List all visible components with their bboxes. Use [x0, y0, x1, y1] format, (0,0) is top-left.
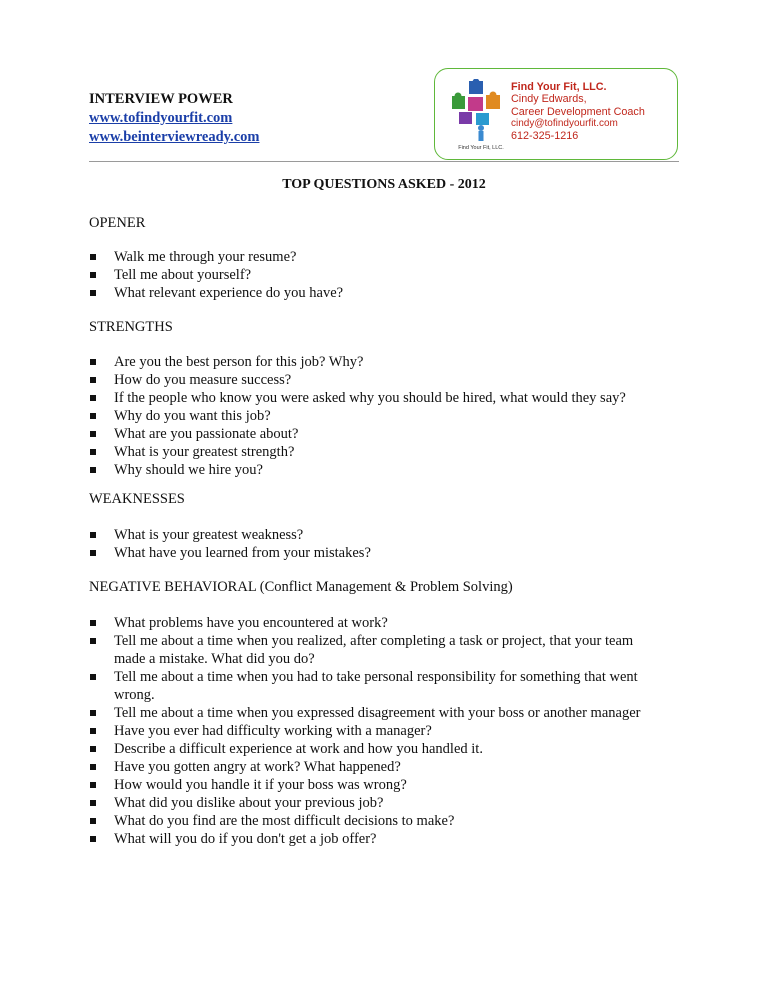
square-bullet-icon — [90, 467, 96, 473]
logo-figure-body — [479, 131, 484, 141]
square-bullet-icon — [90, 620, 96, 626]
square-bullet-icon — [90, 532, 96, 538]
list-item: What problems have you encountered at work? — [89, 614, 679, 632]
square-bullet-icon — [90, 377, 96, 383]
square-bullet-icon — [90, 674, 96, 680]
question-list — [89, 248, 679, 302]
page-title: TOP QUESTIONS ASKED - 2012 — [282, 177, 486, 192]
square-bullet-icon — [90, 782, 96, 788]
logo-piece-green-knob — [455, 93, 462, 100]
logo-piece-cyan — [476, 113, 489, 125]
square-bullet-icon — [90, 431, 96, 437]
list-item: What are you passionate about? — [89, 425, 679, 443]
puzzle-people-icon — [449, 79, 509, 145]
square-bullet-icon — [90, 746, 96, 752]
website-link-beinterviewready[interactable]: www.beinterviewready.com — [89, 129, 260, 145]
section-strengths — [89, 318, 679, 479]
list-item: How do you measure success? — [89, 371, 679, 389]
section-heading: WEAKNESSES — [89, 491, 185, 507]
list-item-continuation: wrong. — [114, 687, 155, 703]
square-bullet-icon — [90, 764, 96, 770]
square-bullet-icon — [90, 836, 96, 842]
list-item: What do you find are the most difficult decisions to make? — [89, 812, 679, 830]
question-list — [89, 353, 679, 479]
logo-piece-orange-knob — [490, 92, 497, 99]
question-list — [89, 526, 679, 562]
square-bullet-icon — [90, 359, 96, 365]
list-item: What did you dislike about your previous job? — [89, 794, 679, 812]
question-list — [89, 614, 679, 848]
list-item: Tell me about a time when you realized, after completing a task or project, that your team — [89, 632, 679, 650]
section-heading: OPENER — [89, 215, 146, 231]
list-item: What have you learned from your mistakes? — [89, 544, 679, 562]
contact-role: Career Development Coach — [511, 105, 645, 118]
list-item: Tell me about a time when you expressed disagreement with your boss or another manager — [89, 704, 679, 722]
section-opener — [89, 214, 679, 302]
list-item: Have you ever had difficulty working with a manager? — [89, 722, 679, 740]
list-item: What will you do if you don't get a job offer? — [89, 830, 679, 848]
list-item: Why should we hire you? — [89, 461, 679, 479]
doc-brand-title: INTERVIEW POWER — [89, 91, 233, 107]
square-bullet-icon — [90, 413, 96, 419]
list-item: If the people who know you were asked why you should be hired, what would they say? — [89, 389, 679, 407]
website-link-tofindyourfit[interactable]: www.tofindyourfit.com — [89, 110, 233, 126]
section-heading: NEGATIVE BEHAVIORAL (Conflict Management & Problem Solving) — [89, 579, 513, 595]
section-negative-behavioral — [89, 578, 679, 848]
square-bullet-icon — [90, 728, 96, 734]
header-divider — [89, 161, 679, 162]
square-bullet-icon — [90, 638, 96, 644]
company-logo — [449, 79, 509, 151]
list-item: Describe a difficult experience at work and how you handled it. — [89, 740, 679, 758]
logo-caption: Find Your Fit, LLC. — [458, 145, 504, 151]
square-bullet-icon — [90, 272, 96, 278]
square-bullet-icon — [90, 449, 96, 455]
square-bullet-icon — [90, 395, 96, 401]
square-bullet-icon — [90, 254, 96, 260]
list-item: What relevant experience do you have? — [89, 284, 679, 302]
square-bullet-icon — [90, 710, 96, 716]
list-item: Tell me about a time when you had to take personal responsibility for something that went — [89, 668, 679, 686]
company-name: Find Your Fit, LLC. — [511, 81, 607, 93]
contact-details — [511, 81, 645, 142]
square-bullet-icon — [90, 290, 96, 296]
square-bullet-icon — [90, 818, 96, 824]
square-bullet-icon — [90, 800, 96, 806]
section-heading: STRENGTHS — [89, 319, 173, 335]
logo-piece-magenta — [468, 97, 483, 111]
square-bullet-icon — [90, 550, 96, 556]
list-item: What is your greatest strength? — [89, 443, 679, 461]
list-item-continuation: made a mistake. What did you do? — [114, 651, 315, 667]
list-item: Why do you want this job? — [89, 407, 679, 425]
contact-email[interactable]: cindy@tofindyourfit.com — [511, 117, 618, 129]
logo-figure-head — [478, 125, 484, 131]
header-block — [89, 90, 449, 147]
list-item: Have you gotten angry at work? What happened? — [89, 758, 679, 776]
contact-card — [434, 68, 678, 160]
contact-phone: 612-325-1216 — [511, 130, 579, 143]
list-item: What is your greatest weakness? — [89, 526, 679, 544]
contact-name: Cindy Edwards, — [511, 93, 587, 106]
list-item: Walk me through your resume? — [89, 248, 679, 266]
list-item: Tell me about yourself? — [89, 266, 679, 284]
section-weaknesses — [89, 490, 679, 562]
list-item: Are you the best person for this job? Why? — [89, 353, 679, 371]
list-item: How would you handle it if your boss was wrong? — [89, 776, 679, 794]
logo-piece-purple — [459, 112, 472, 124]
